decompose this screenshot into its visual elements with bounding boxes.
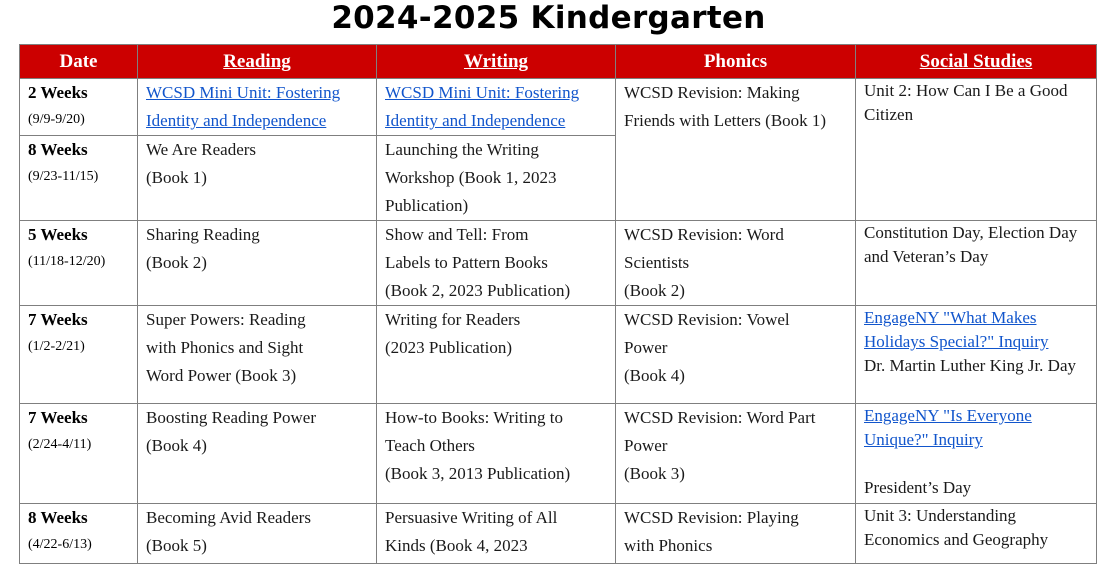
reading-cell (138, 79, 377, 136)
reading-cell (138, 404, 377, 504)
phonics-cell (616, 221, 856, 306)
reading-cell (138, 221, 377, 306)
reading-line: We Are Readers (146, 140, 257, 159)
weeks-label: 7 Weeks (28, 408, 88, 427)
weeks-label: 8 Weeks (28, 140, 88, 159)
header-reading (138, 45, 377, 79)
header-writing (377, 45, 616, 79)
writing-cell (377, 221, 616, 306)
phonics-line: Power (624, 338, 668, 357)
phonics-cell (616, 504, 856, 564)
reading-line: Super Powers: Reading (146, 310, 306, 329)
header-date: Date (20, 45, 138, 79)
writing-cell (377, 404, 616, 504)
phonics-line: with Phonics (624, 536, 713, 555)
table-row (20, 306, 1097, 404)
writing-line: Persuasive Writing of All (385, 508, 558, 527)
phonics-line: (Book 4) (624, 366, 685, 385)
phonics-line: Power (624, 436, 668, 455)
weeks-label: 7 Weeks (28, 310, 88, 329)
reading-cell (138, 306, 377, 404)
date-range: (9/23-11/15) (28, 169, 99, 184)
date-cell (20, 221, 138, 306)
reading-line: with Phonics and Sight (146, 338, 304, 357)
reading-line: Becoming Avid Readers (146, 508, 311, 527)
date-range: (1/2-2/21) (28, 339, 85, 354)
writing-line: Show and Tell: From (385, 225, 529, 244)
writing-line: (Book 2, 2023 Publication) (385, 281, 571, 300)
phonics-cell: WCSD Revision: Making Friends with Letters (Book 1) (616, 79, 856, 221)
phonics-line: (Book 3) (624, 464, 685, 483)
weeks-label: 2 Weeks (28, 83, 88, 102)
social-studies-link[interactable]: EngageNY "Is Everyone Unique?" Inquiry (864, 406, 1032, 449)
reading-line: Word Power (Book 3) (146, 366, 297, 385)
writing-line: How-to Books: Writing to (385, 408, 563, 427)
header-writing-link[interactable]: Writing (463, 51, 529, 72)
writing-cell (377, 79, 616, 136)
writing-line: Teach Others (385, 436, 475, 455)
writing-line: Kinds (Book 4, 2023 (385, 536, 528, 555)
page-title: 2024-2025 Kindergarten (331, 0, 766, 36)
header-social-studies (856, 45, 1097, 79)
writing-line: (2023 Publication) (385, 338, 513, 357)
writing-cell (377, 306, 616, 404)
writing-line: (Book 3, 2013 Publication) (385, 464, 571, 483)
date-range: (4/22-6/13) (28, 537, 92, 552)
social-studies-cell: Unit 3: Understanding Economics and Geography (856, 504, 1097, 564)
reading-cell (138, 136, 377, 221)
phonics-cell (616, 306, 856, 404)
table-row (20, 221, 1097, 306)
header-reading-link[interactable]: Reading (223, 51, 291, 72)
header-row (20, 45, 1097, 79)
social-studies-cell (856, 306, 1097, 404)
writing-line: Publication) (385, 196, 469, 215)
reading-line: (Book 2) (146, 253, 207, 272)
date-cell (20, 136, 138, 221)
social-studies-link[interactable]: EngageNY "What Makes Holidays Special?" Inquiry (864, 308, 1049, 351)
date-range: (9/9-9/20) (28, 112, 85, 127)
phonics-line: WCSD Revision: Vowel (624, 310, 790, 329)
social-studies-cell (856, 404, 1097, 504)
reading-line: (Book 1) (146, 168, 207, 187)
writing-cell (377, 136, 616, 221)
writing-line: Writing for Readers (385, 310, 521, 329)
writing-link[interactable]: WCSD Mini Unit: Fostering Identity and Independence (385, 83, 580, 130)
phonics-line: (Book 2) (624, 281, 685, 300)
header-phonics: Phonics (616, 45, 856, 79)
reading-line: (Book 4) (146, 436, 207, 455)
social-studies-cell: Unit 2: How Can I Be a Good Citizen (856, 79, 1097, 221)
date-cell (20, 79, 138, 136)
writing-line: Labels to Pattern Books (385, 253, 548, 272)
social-studies-cell: Constitution Day, Election Day and Veteran’s Day (856, 221, 1097, 306)
social-studies-text: President’s Day (864, 478, 972, 497)
reading-line: Sharing Reading (146, 225, 260, 244)
reading-line: Boosting Reading Power (146, 408, 316, 427)
phonics-cell (616, 404, 856, 504)
spacer (864, 452, 1088, 476)
table-row (20, 404, 1097, 504)
table-row (20, 504, 1097, 564)
social-studies-text: Dr. Martin Luther King Jr. Day (864, 356, 1076, 375)
date-range: (11/18-12/20) (28, 254, 106, 269)
table-row (20, 79, 1097, 136)
writing-cell (377, 504, 616, 564)
reading-cell (138, 504, 377, 564)
weeks-label: 5 Weeks (28, 225, 88, 244)
date-cell (20, 306, 138, 404)
phonics-line: WCSD Revision: Word Part (624, 408, 816, 427)
writing-line: Workshop (Book 1, 2023 (385, 168, 557, 187)
date-cell (20, 504, 138, 564)
reading-line: (Book 5) (146, 536, 207, 555)
date-range: (2/24-4/11) (28, 437, 92, 452)
phonics-line: Scientists (624, 253, 690, 272)
writing-line: Launching the Writing (385, 140, 539, 159)
header-social-studies-link[interactable]: Social Studies (919, 51, 1033, 72)
curriculum-table (19, 44, 1097, 564)
weeks-label: 8 Weeks (28, 508, 88, 527)
phonics-line: WCSD Revision: Playing (624, 508, 799, 527)
phonics-line: WCSD Revision: Word (624, 225, 784, 244)
reading-link[interactable]: WCSD Mini Unit: Fostering Identity and Independence (146, 83, 341, 130)
date-cell (20, 404, 138, 504)
